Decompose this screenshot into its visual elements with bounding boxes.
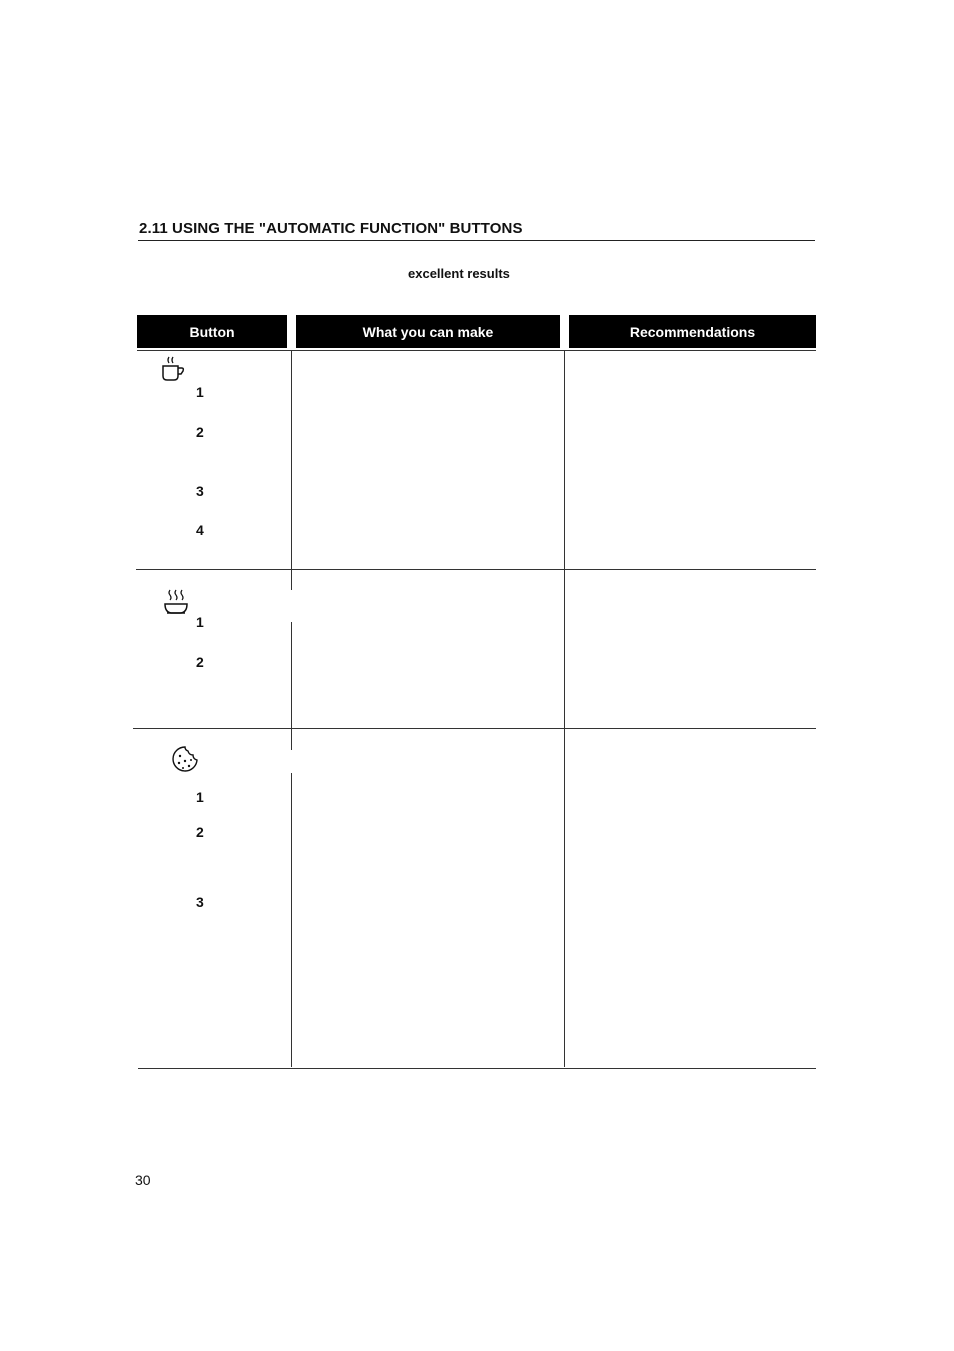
row-divider-2 [133, 728, 816, 729]
group-2-number-2: 2 [196, 654, 204, 670]
col-divider-1c [291, 773, 292, 1067]
group-1-number-2: 2 [196, 424, 204, 440]
header-button: Button [137, 315, 287, 348]
title-rule [138, 240, 815, 241]
col-divider-1b [291, 622, 292, 750]
intro-text: excellent results [408, 266, 510, 281]
table-bottom-rule [138, 1068, 816, 1069]
row-divider-1 [136, 569, 816, 570]
group-1-number-1: 1 [196, 384, 204, 400]
steaming-bowl-icon [161, 587, 191, 617]
cup-icon [159, 355, 189, 385]
page-number: 30 [135, 1172, 151, 1188]
header-what-you-can-make: What you can make [296, 315, 560, 348]
section-title: 2.11 USING THE "AUTOMATIC FUNCTION" BUTTONS [139, 220, 523, 237]
group-3-number-1: 1 [196, 789, 204, 805]
header-rule [137, 350, 816, 351]
col-divider-1a [291, 350, 292, 590]
cookie-icon [170, 744, 200, 774]
group-3-number-3: 3 [196, 894, 204, 910]
header-recommendations: Recommendations [569, 315, 816, 348]
col-divider-2 [564, 350, 565, 1067]
group-1-number-4: 4 [196, 522, 204, 538]
group-2-number-1: 1 [196, 614, 204, 630]
group-1-number-3: 3 [196, 483, 204, 499]
group-3-number-2: 2 [196, 824, 204, 840]
